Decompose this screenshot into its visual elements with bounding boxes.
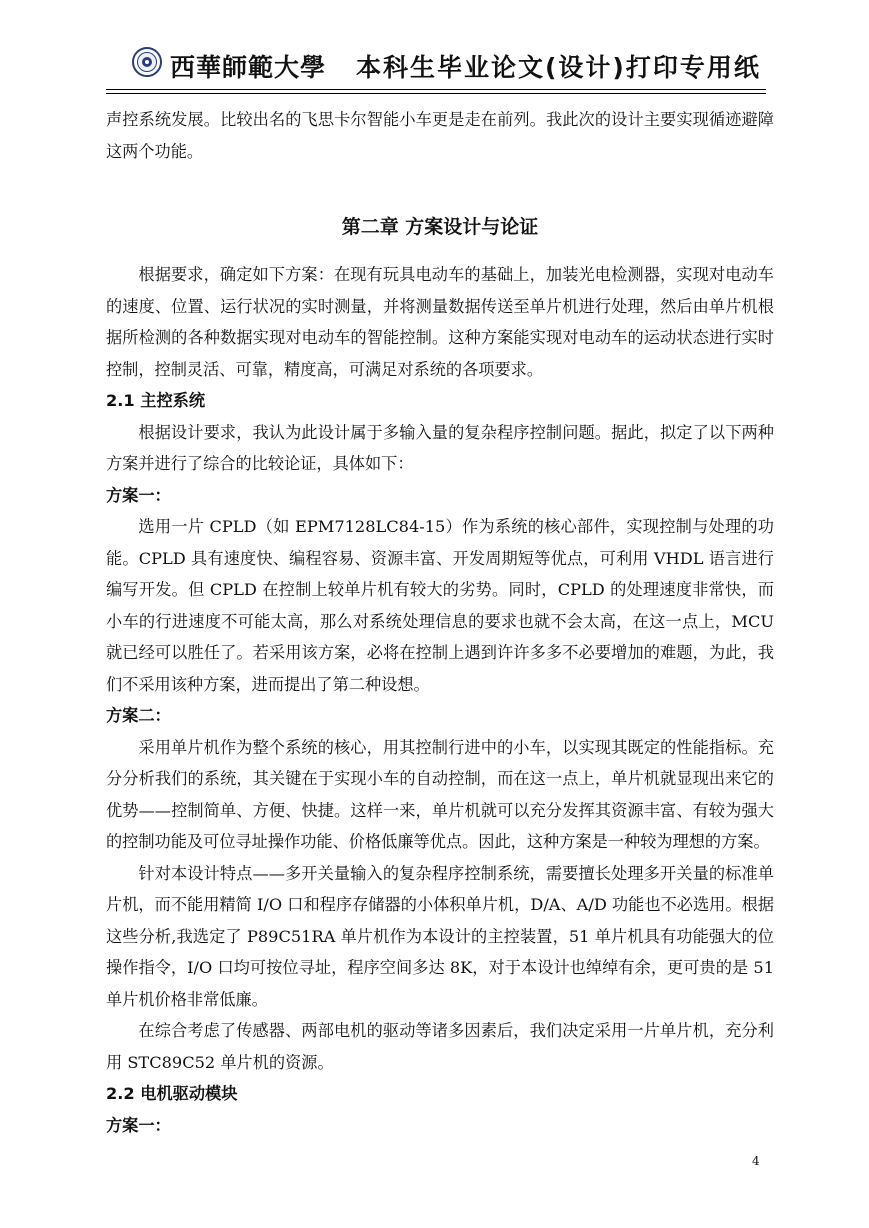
motor-option-one-label: 方案一： — [106, 1115, 171, 1135]
university-name: 西華師範大學 — [170, 53, 327, 82]
chapter-intro-paragraph: 根据要求，确定如下方案：在现有玩具电动车的基础上，加装光电检测器，实现对电动车的速度、位置、运行状况的实时测量，并将测量数据传送至单片机进行处理，然后由单片机根据所检测的各种数据实现对电动车的智能控制。这种方案能实现对电动车的运动状态进行实时控制，控制灵活、可靠，精度高，可满足对系统的各项要求。 — [106, 265, 774, 379]
header-title: 本科生毕业论文(设计)打印专用纸 — [356, 53, 761, 82]
section-heading-2-2: 2.2 电机驱动模块 — [106, 1084, 238, 1103]
university-seal-icon — [132, 47, 162, 77]
option-one-paragraph: 选用一片 CPLD（如 EPM7128LC84-15）作为系统的核心部件，实现控制与处理的功能。CPLD 具有速度快、编程容易、资源丰富、开发周期短等优点，可利用 VHDL 语言进行编写开发。但 CPLD 在控制上较单片机有较大的劣势。同时，CPLD 的处理速度非常快，而小车的行进速度不可能太高，那么对系统处理信息的要求也就不会太高，在这一点上，MCU 就已经可以胜任了。若采用该方案，必将在控制上遇到许许多多不必要增加的难题，为此，我们不采用该种方案，进而提出了第二种设想。 — [106, 517, 774, 694]
page-body — [106, 104, 774, 1141]
section-intro-paragraph: 根据设计要求，我认为此设计属于多输入量的复杂程序控制问题。据此，拟定了以下两种方案并进行了综合的比较论证，具体如下： — [106, 422, 774, 473]
header-rule — [106, 89, 766, 90]
section-heading-2-1: 2.1 主控系统 — [106, 391, 206, 410]
page-header — [106, 38, 766, 88]
option-two-paragraph: 采用单片机作为整个系统的核心，用其控制行进中的小车，以实现其既定的性能指标。充分分析我们的系统，其关键在于实现小车的自动控制，而在这一点上，单片机就显现出来它的优势——控制简单、方便、快捷。这样一来，单片机就可以充分发挥其资源丰富、有较为强大的控制功能及可位寻址操作功能、价格低廉等优点。因此，这种方案是一种较为理想的方案。 — [106, 737, 774, 851]
decision-paragraph: 在综合考虑了传感器、两部电机的驱动等诸多因素后，我们决定采用一片单片机，充分利用 STC89C52 单片机的资源。 — [106, 1021, 774, 1072]
intro-paragraph: 声控系统发展。比较出名的飞思卡尔智能小车更是走在前列。我此次的设计主要实现循迹避障这两个功能。 — [106, 110, 774, 161]
chapter-title: 第二章 方案设计与论证 — [341, 216, 539, 238]
page-number: 4 — [752, 1154, 760, 1168]
option-two-label: 方案二： — [106, 706, 171, 725]
header-rule-thin — [106, 93, 766, 94]
option-one-label: 方案一： — [106, 485, 171, 505]
mcu-selection-paragraph: 针对本设计特点——多开关量输入的复杂程序控制系统，需要擅长处理多开关量的标准单片机，而不能用精简 I/O 口和程序存储器的小体积单片机，D/A、A/D 功能也不必选用。根据这些分析,我选定了 P89C51RA 单片机作为本设计的主控装置，51 单片机具有功能强大的位操作指令，I/O 口均可按位寻址，程序空间多达 8K，对于本设计也绰绰有余，更可贵的是 51 单片机价格非常低廉。 — [106, 863, 774, 1009]
